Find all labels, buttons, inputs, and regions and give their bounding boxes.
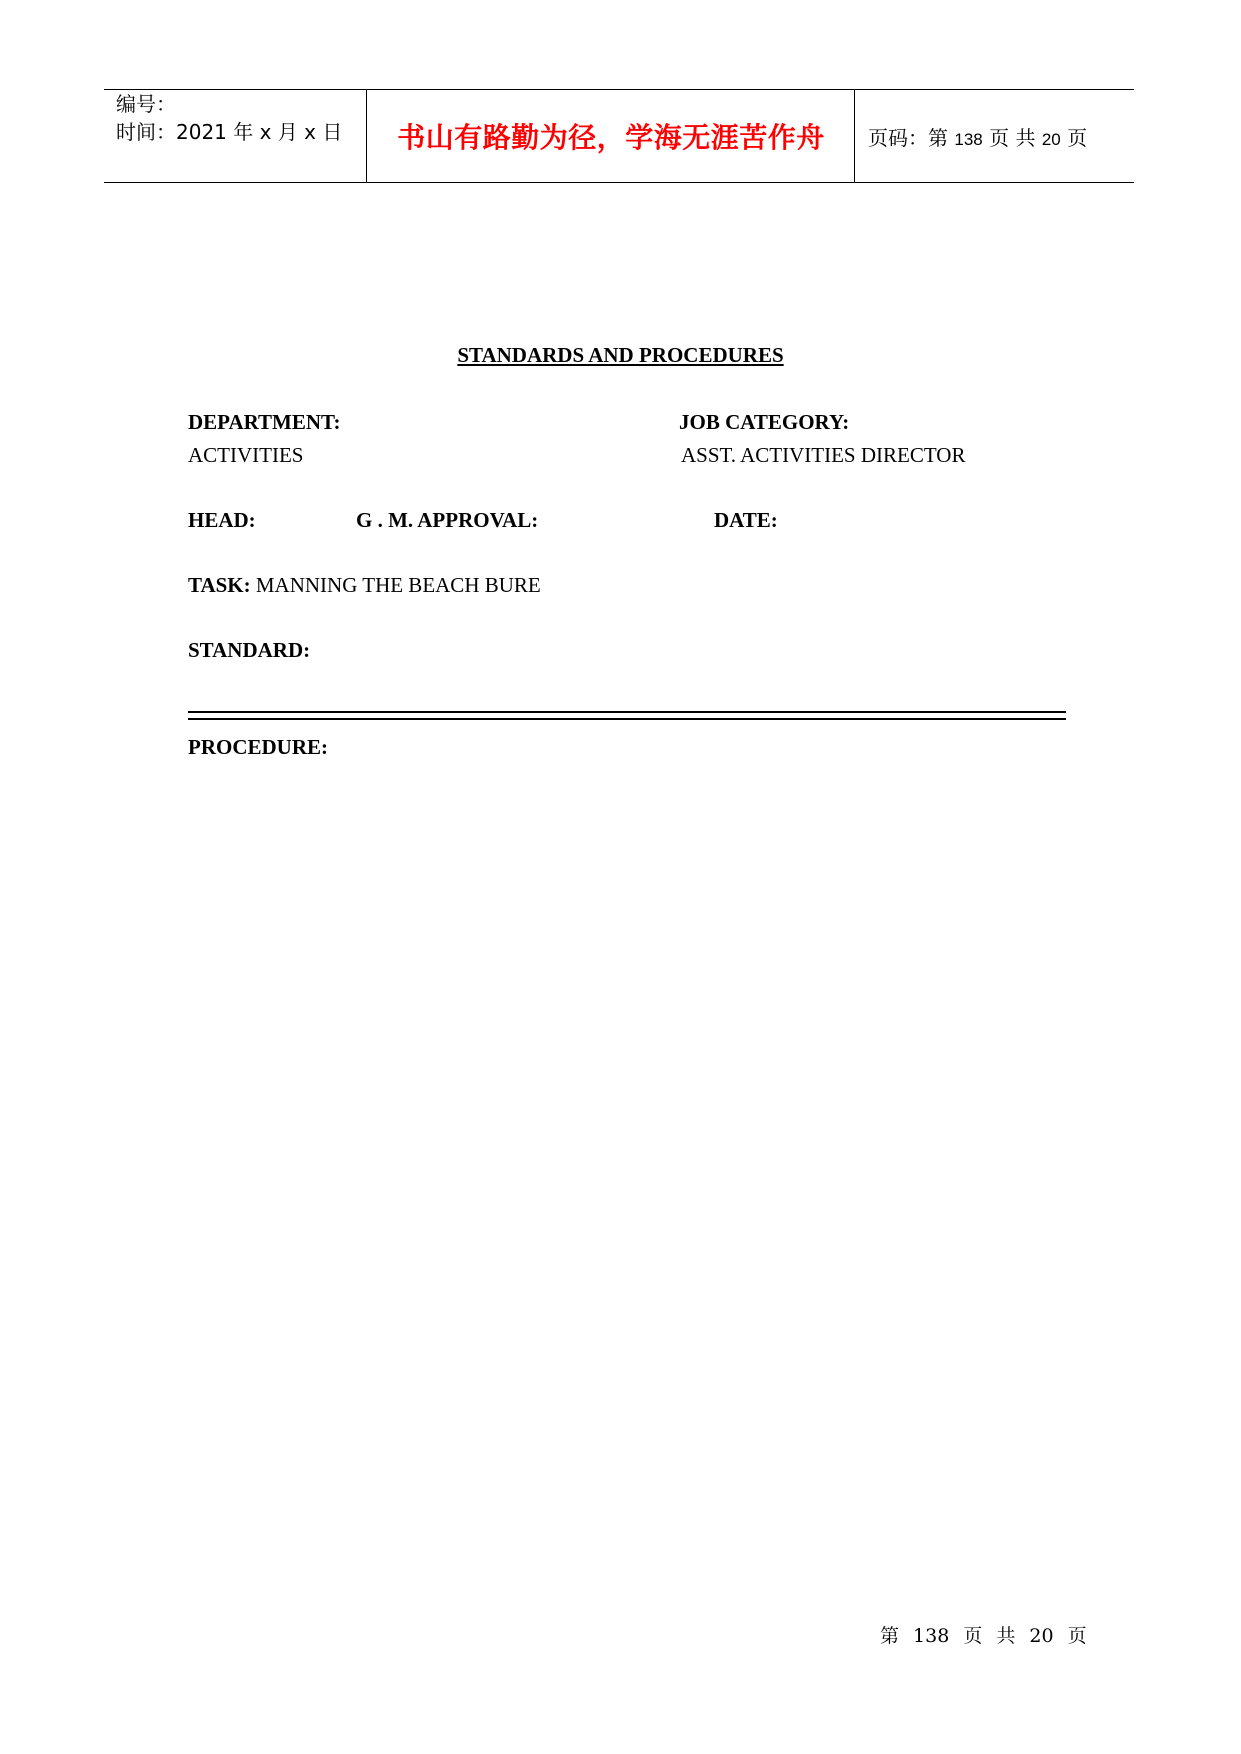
document-title: STANDARDS AND PROCEDURES: [457, 343, 784, 367]
standard-label: STANDARD:: [188, 638, 311, 662]
task-line: [188, 573, 541, 598]
header-table: [104, 89, 1134, 183]
head-label: HEAD:: [188, 508, 256, 532]
department-value: ACTIVITIES: [188, 443, 304, 467]
motto-text: 书山有路勤为径，学海无涯苦作舟: [397, 121, 825, 154]
header-info-cell: [104, 90, 367, 182]
procedure-label: PROCEDURE:: [188, 735, 328, 759]
task-label: TASK:: [188, 573, 251, 597]
document-time-label: 时间：2021 年 x 月 x 日: [116, 120, 343, 144]
document-number-label: 编号：: [116, 92, 176, 116]
page-prefix: 页码：第: [868, 125, 955, 150]
double-rule-divider: [188, 711, 1066, 720]
task-value: MANNING THE BEACH BURE: [250, 573, 541, 597]
page-mid: 页 共: [982, 125, 1042, 150]
page-total: 20: [1041, 129, 1061, 149]
header-page-cell: [856, 90, 1134, 182]
job-category-label: JOB CATEGORY:: [679, 410, 850, 434]
department-label: DEPARTMENT:: [188, 410, 341, 434]
header-page-number: [868, 122, 1087, 151]
footer-page-number: 第 138 页 共 20 页: [880, 1625, 1087, 1647]
header-motto-cell: [368, 90, 855, 182]
gm-approval-label: G . M. APPROVAL:: [356, 508, 539, 532]
job-category-value: ASST. ACTIVITIES DIRECTOR: [681, 443, 966, 467]
date-label: DATE:: [714, 508, 778, 532]
page-suffix: 页: [1060, 125, 1088, 150]
page-current: 138: [954, 129, 983, 149]
